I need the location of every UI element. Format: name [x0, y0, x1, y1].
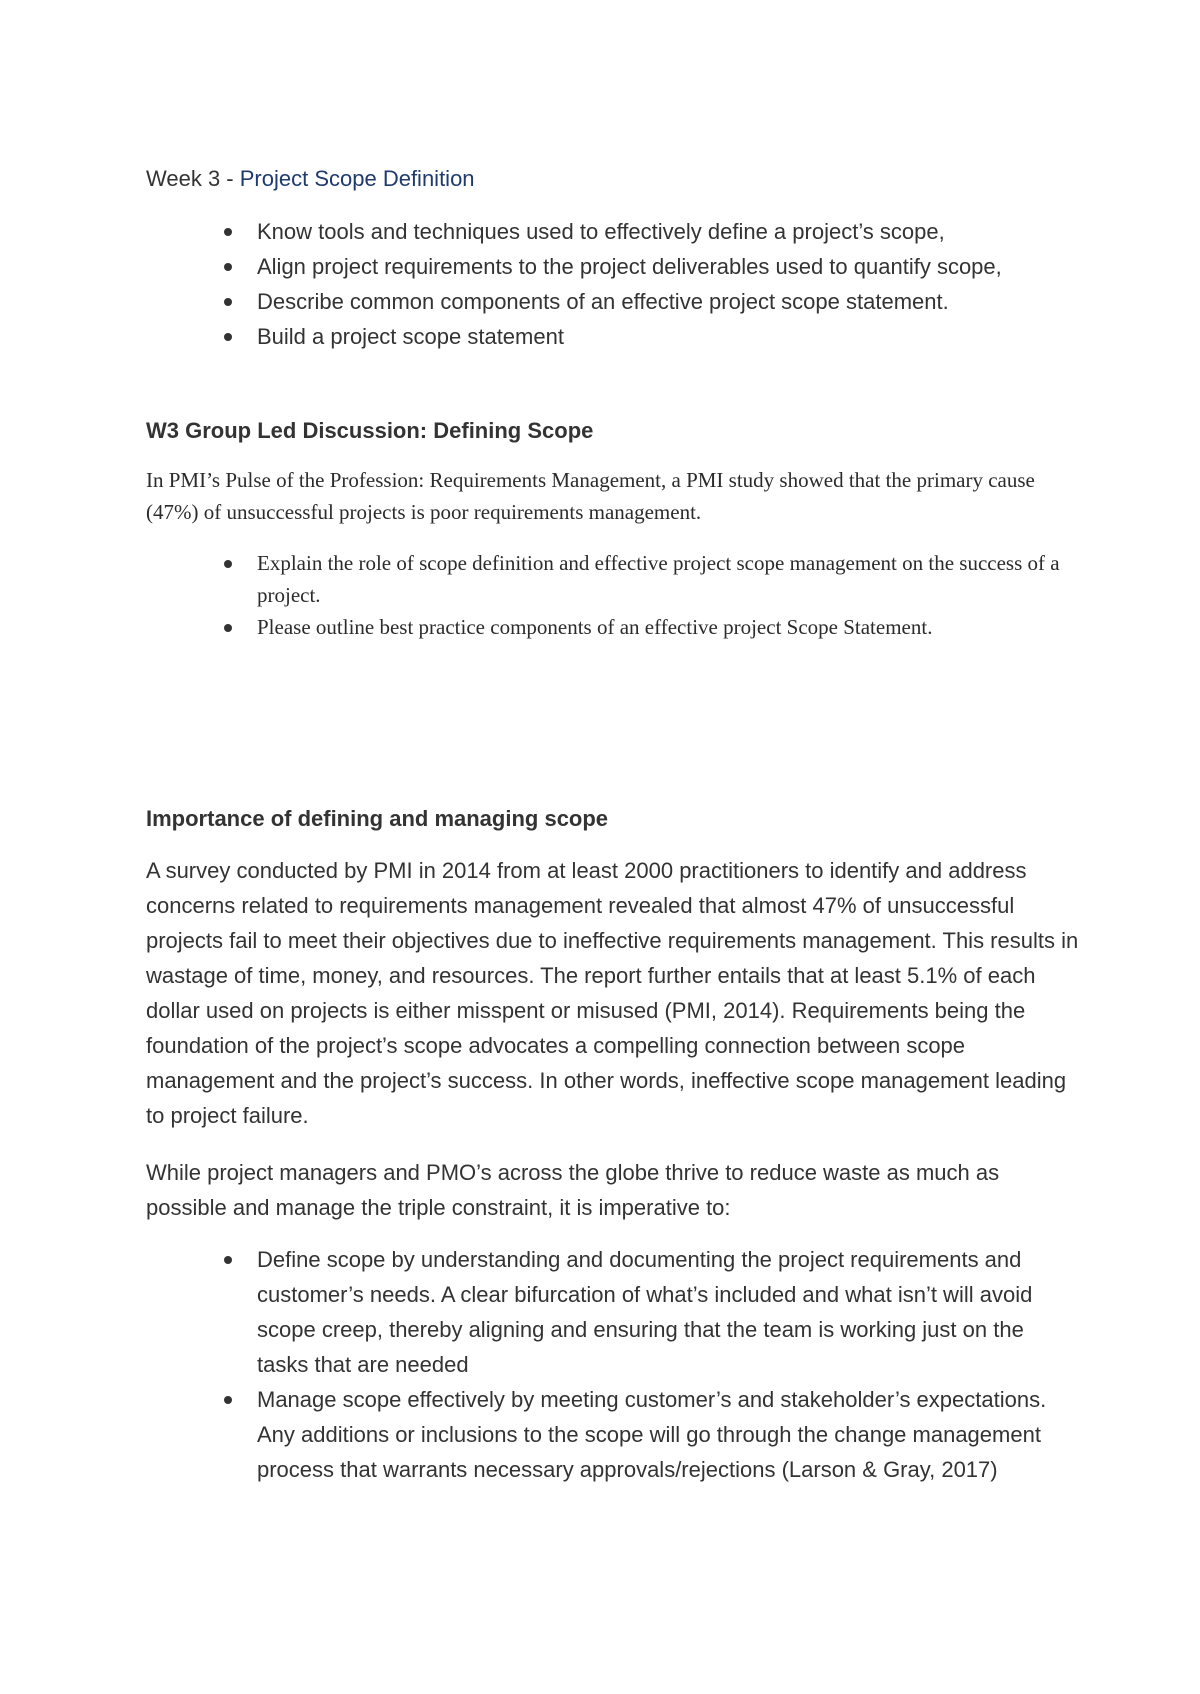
objective-text: Build a project scope statement	[257, 324, 564, 349]
importance-points	[146, 1242, 1061, 1487]
bullet-icon	[224, 333, 232, 341]
objectives-list	[146, 214, 1046, 354]
bullet-icon	[224, 298, 232, 306]
discussion-intro: In PMI’s Pulse of the Profession: Requirements Management, a PMI study showed that the primary cause (47%) of unsuccessful projects is poor requirements management.	[146, 468, 1035, 524]
week-title	[146, 161, 1086, 196]
list-item	[146, 611, 1066, 643]
importance-heading: Importance of defining and managing scope	[146, 806, 609, 831]
bullet-icon	[224, 228, 232, 236]
objective-text: Align project requirements to the project deliverables used to quantify scope,	[257, 254, 1002, 279]
list-item	[146, 547, 1066, 611]
bullet-icon	[224, 560, 232, 568]
bullet-icon	[224, 1396, 232, 1404]
list-item	[146, 284, 1046, 319]
list-item	[146, 214, 1046, 249]
objective-text: Describe common components of an effective project scope statement.	[257, 289, 949, 314]
list-item	[146, 319, 1046, 354]
list-item	[146, 1382, 1061, 1487]
discussion-heading: W3 Group Led Discussion: Defining Scope	[146, 418, 594, 443]
discussion-questions	[146, 547, 1066, 643]
importance-paragraph-2: While project managers and PMO’s across the globe thrive to reduce waste as much as possible and manage the triple constraint, it is imperative to:	[146, 1160, 1000, 1220]
importance-paragraph-1: A survey conducted by PMI in 2014 from at least 2000 practitioners to identify and address concerns related to requirements management revealed that almost 47% of unsuccessful projects fail to meet their objectives due to ineffective requirements management. This results in wastage of time, money, and resources. The report further entails that at least 5.1% of each dollar used on projects is either misspent or misused (PMI, 2014). Requirements being the foundation of the project’s scope advocates a compelling connection between scope management and the project’s success. In other words, ineffective scope management leading to project failure.	[146, 858, 1079, 1128]
bullet-icon	[224, 624, 232, 632]
bullet-icon	[224, 263, 232, 271]
list-item	[146, 249, 1046, 284]
objective-text: Know tools and techniques used to effectively define a project’s scope,	[257, 219, 945, 244]
question-text: Please outline best practice components of an effective project Scope Statement.	[257, 615, 933, 639]
week-title-link[interactable]: Project Scope Definition	[239, 166, 475, 191]
point-text: Define scope by understanding and documenting the project requirements and customer’s needs. A clear bifurcation of what’s included and what isn’t will avoid scope creep, thereby aligning and ensuring that the team is working just on the tasks that are needed	[257, 1247, 1033, 1377]
point-text: Manage scope effectively by meeting customer’s and stakeholder’s expectations. Any additions or inclusions to the scope will go through the change management process that warrants necessary approvals/rejections (Larson & Gray, 2017)	[257, 1387, 1047, 1482]
question-text: Explain the role of scope definition and effective project scope management on the success of a project.	[257, 551, 1060, 607]
week-title-prefix: Week 3 -	[146, 166, 240, 191]
list-item	[146, 1242, 1061, 1382]
bullet-icon	[224, 1256, 232, 1264]
